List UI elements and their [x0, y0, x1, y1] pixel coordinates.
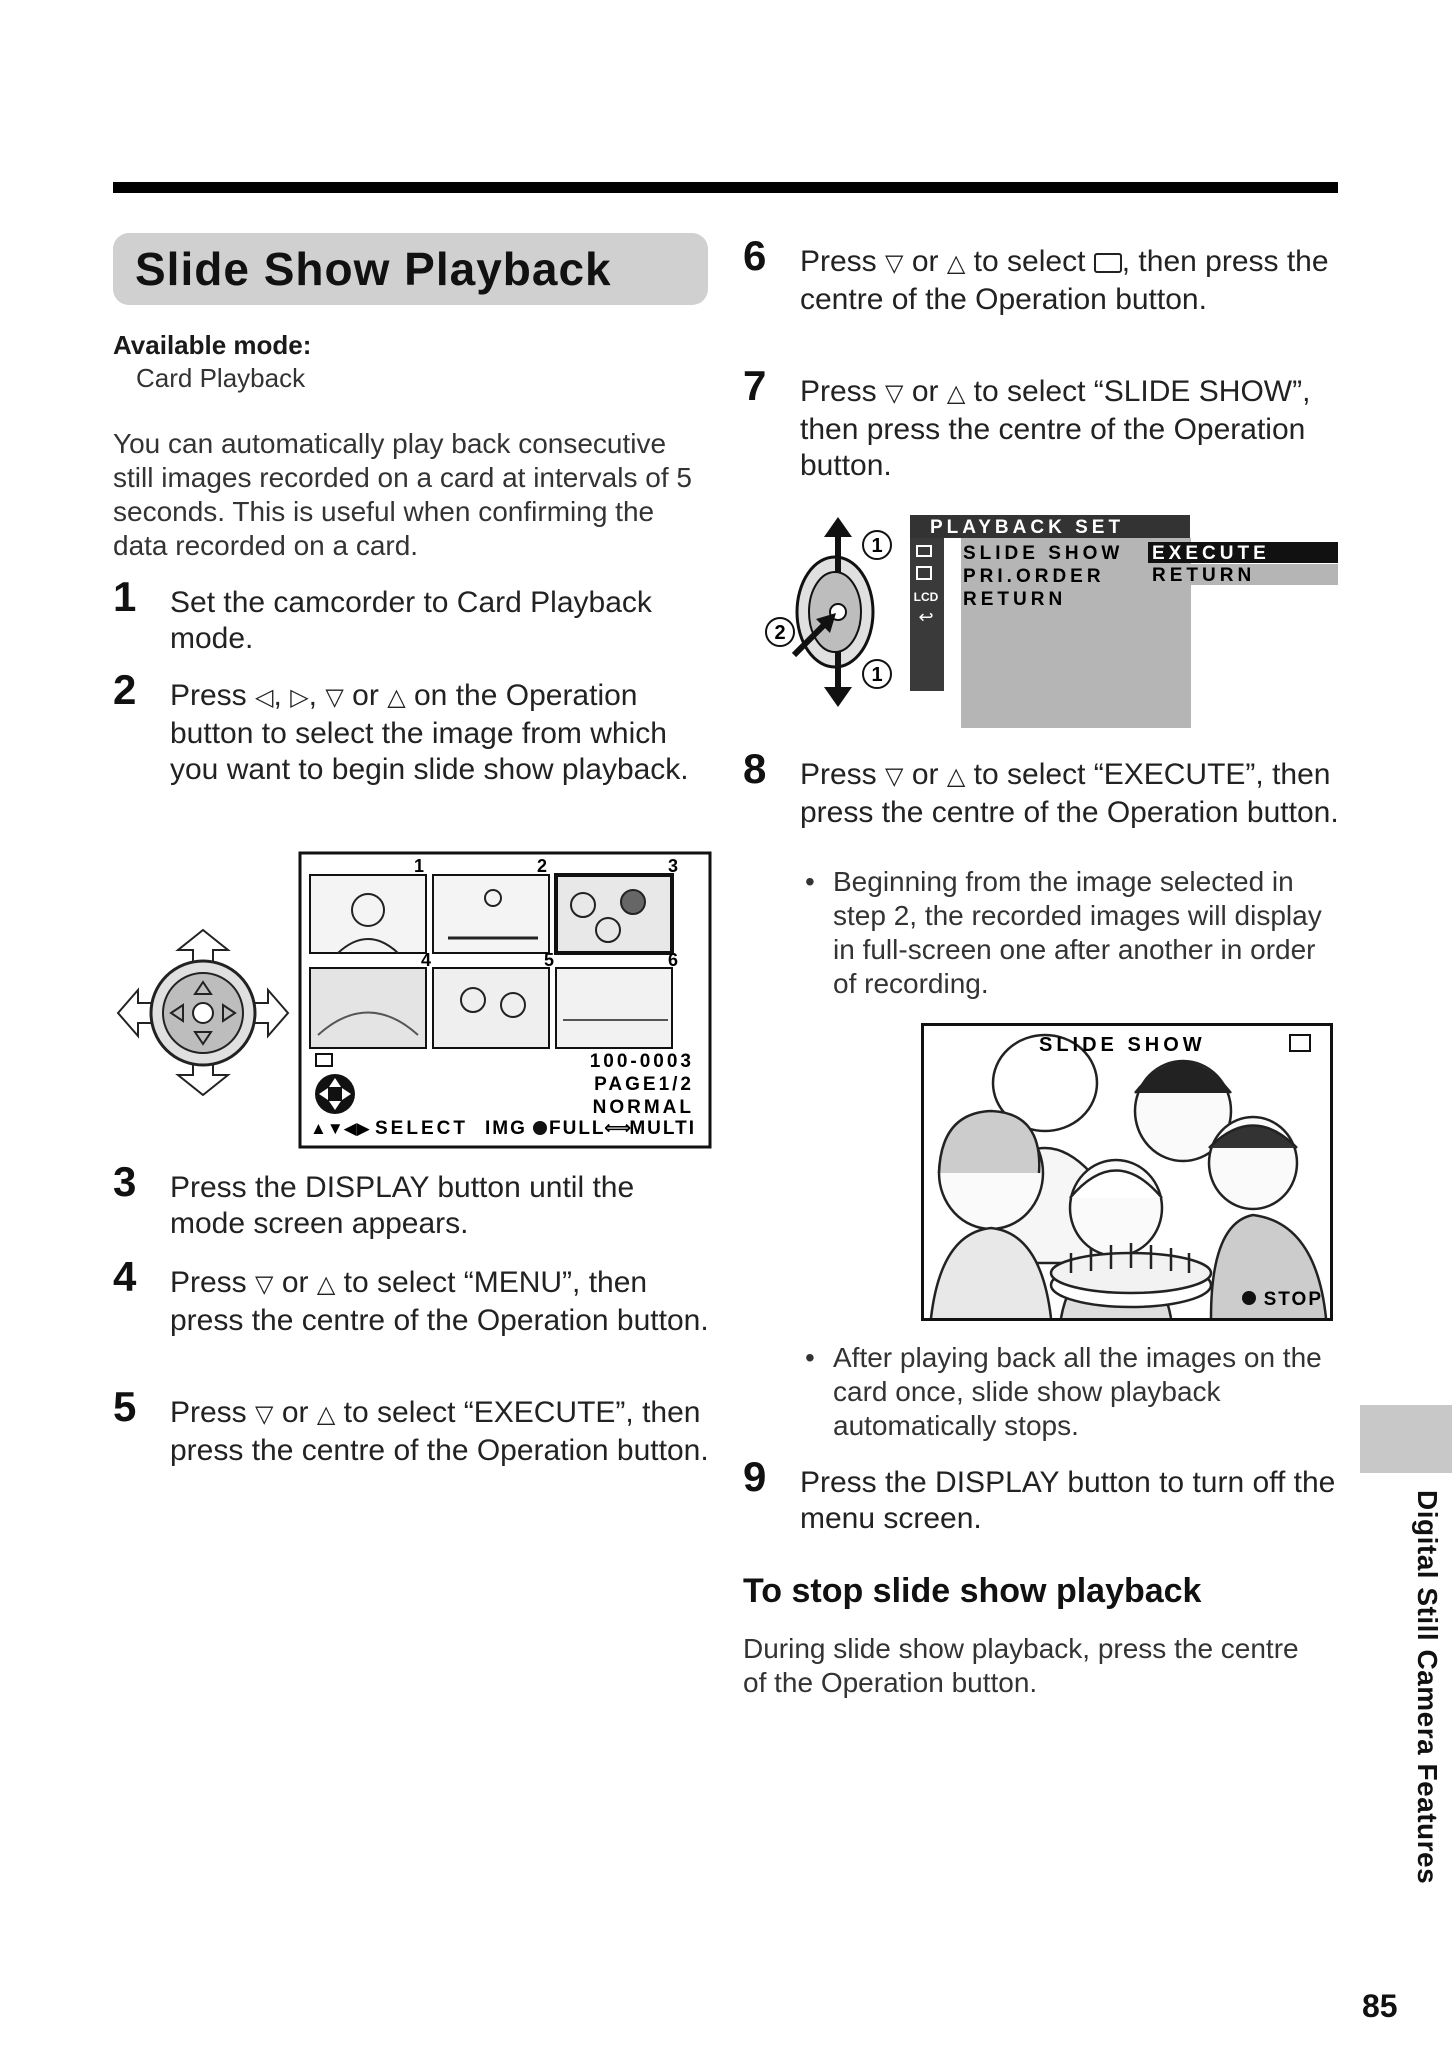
dot-icon — [533, 1121, 547, 1135]
menu-item[interactable]: RETURN — [963, 589, 1067, 610]
step-text: Press ◁, ▷, ▽ or △ on the Operation button to select the image from which you want to begin slide show playback. — [170, 679, 689, 786]
down-arrow-icon: ▽ — [885, 763, 904, 790]
thumb-number: 2 — [536, 856, 547, 876]
step-text: Press the DISPLAY button until the mode screen appears. — [170, 1171, 635, 1240]
down-arrow-icon: ▽ — [255, 1401, 274, 1428]
section-label: Digital Still Camera Features — [1412, 1490, 1443, 1885]
callout-number: 1 — [871, 535, 883, 557]
available-mode-label: Available mode: — [113, 330, 312, 360]
img-hint: IMG — [485, 1118, 527, 1139]
full-hint: FULL — [549, 1118, 606, 1139]
menu-header: PLAYBACK SET — [930, 517, 1125, 538]
up-arrow-icon: △ — [316, 1401, 336, 1428]
step-number: 7 — [743, 362, 767, 409]
up-arrow-icon: △ — [316, 1271, 336, 1298]
stop-section-heading: To stop slide show playback — [743, 1572, 1202, 1610]
title-box — [113, 233, 708, 305]
dot-icon — [1242, 1291, 1256, 1305]
thumb-number: 3 — [667, 856, 678, 876]
menu-screen-figure — [760, 515, 1340, 730]
step-number: 9 — [743, 1453, 767, 1500]
step-text: Press ▽ or △ to select “EXECUTE”, then press the centre of the Operation button. — [800, 758, 1339, 829]
joystick-icon — [315, 1074, 355, 1114]
operation-button-icon — [794, 517, 873, 707]
step-text: Press ▽ or △ to select “MENU”, then press the centre of the Operation button. — [170, 1266, 709, 1337]
step-text: Press ▽ or △ to select “EXECUTE”, then press the centre of the Operation button. — [170, 1396, 709, 1467]
down-arrow-icon: ▽ — [325, 684, 344, 711]
stop-section-text: During slide show playback, press the centre of the Operation button. — [743, 1633, 1299, 1698]
slideshow-title: SLIDE SHOW — [1039, 1034, 1206, 1056]
right-arrow-icon: ▷ — [290, 684, 309, 711]
callout-number: 2 — [774, 622, 786, 644]
up-arrow-icon: △ — [387, 684, 406, 711]
menu-item[interactable]: PRI.ORDER — [963, 566, 1105, 587]
slideshow-screen-figure — [921, 1023, 1333, 1321]
page-indicator: PAGE1/2 — [594, 1074, 694, 1095]
step-number: 4 — [113, 1253, 137, 1300]
page-number: 85 — [1362, 1988, 1398, 2024]
step-number: 6 — [743, 232, 767, 279]
step-number: 1 — [113, 573, 137, 620]
up-arrow-icon: △ — [946, 250, 966, 277]
down-arrow-icon: ▽ — [885, 380, 904, 407]
submenu-item[interactable]: RETURN — [1152, 565, 1256, 586]
submenu-item[interactable]: EXECUTE — [1152, 543, 1270, 564]
step-number: 5 — [113, 1383, 137, 1430]
top-rule — [113, 182, 1338, 193]
return-icon: ↩ — [918, 607, 934, 627]
intro-paragraph: You can automatically play back consecutive still images recorded on a card at intervals of 5 seconds. This is useful when confirming the data recorded on a card. — [113, 428, 692, 561]
up-arrow-icon: △ — [946, 380, 966, 407]
step-text: Press ▽ or △ to select “SLIDE SHOW”, then press the centre of the Operation button. — [800, 375, 1311, 482]
down-arrow-icon: ▽ — [885, 250, 904, 277]
operation-button-icon — [118, 930, 288, 1095]
up-arrow-icon: △ — [946, 763, 966, 790]
lcd-icon: LCD — [913, 590, 939, 604]
thumb-number: 6 — [667, 950, 678, 970]
left-arrow-icon: ◁ — [255, 684, 274, 711]
section-tab — [1360, 1405, 1452, 1473]
menu-item[interactable]: SLIDE SHOW — [963, 543, 1124, 564]
down-arrow-icon: ▽ — [255, 1271, 274, 1298]
thumb-number: 4 — [420, 950, 431, 970]
stop-hint: STOP — [1263, 1289, 1323, 1310]
step-number: 2 — [113, 666, 137, 713]
thumb-number: 5 — [543, 950, 554, 970]
nav-arrows-icon: ▲▼◀▶ — [310, 1119, 370, 1138]
double-arrow-icon: ⟺ — [604, 1118, 632, 1139]
thumb-number: 1 — [413, 856, 424, 876]
step-text: Press the DISPLAY button to turn off the menu screen. — [800, 1466, 1336, 1535]
step-number: 3 — [113, 1158, 137, 1205]
file-number: 100-0003 — [589, 1051, 694, 1072]
step-text: Press ▽ or △ to select , then press the centre of the Operation button. — [800, 245, 1329, 316]
step-number: 8 — [743, 745, 767, 792]
quality-indicator: NORMAL — [592, 1097, 694, 1118]
multi-hint: MULTI — [629, 1118, 696, 1139]
page-title: Slide Show Playback — [135, 243, 612, 295]
thumbnail-screen-figure — [113, 850, 713, 1150]
callout-number: 1 — [871, 664, 883, 686]
available-mode-value: Card Playback — [136, 363, 306, 393]
card-icon — [1094, 253, 1122, 273]
card-icon — [1290, 1035, 1310, 1051]
step-text: Set the camcorder to Card Playback mode. — [170, 586, 652, 655]
select-hint: SELECT — [375, 1118, 468, 1139]
